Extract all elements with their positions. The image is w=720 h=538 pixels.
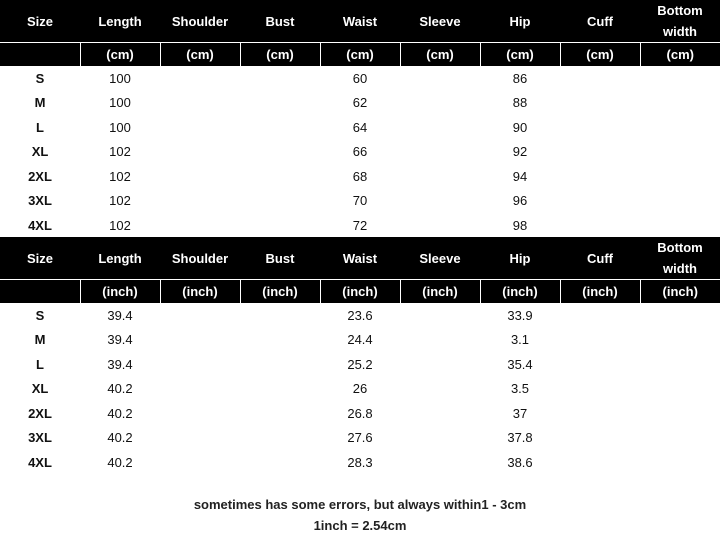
- measurement-cell: [640, 328, 720, 353]
- measurement-cell: 100: [109, 119, 131, 135]
- measurement-cell: 62: [352, 95, 368, 111]
- measurement-cell: 90: [512, 119, 528, 135]
- measurement-cell: 35.4: [507, 356, 533, 372]
- unit-label: (inch): [160, 280, 240, 304]
- measurement-cell: [640, 66, 720, 91]
- measurement-cell: [160, 377, 240, 402]
- measurement-cell: [400, 140, 480, 165]
- measurement-cell: [560, 426, 640, 451]
- measurement-cell: 27.6: [347, 430, 373, 446]
- column-header: Size: [0, 0, 80, 43]
- column-header: Hip: [480, 237, 560, 280]
- unit-label: (cm): [160, 43, 240, 67]
- size-label: 2XL: [28, 168, 52, 184]
- measurement-cell: [640, 303, 720, 328]
- column-header: Bottom width: [640, 237, 720, 280]
- measurement-cell: [400, 450, 480, 475]
- measurement-cell: [560, 401, 640, 426]
- measurement-cell: [400, 401, 480, 426]
- measurement-cell: 72: [352, 217, 368, 233]
- unit-label: (inch): [80, 280, 160, 304]
- size-table-cm: [0, 0, 720, 238]
- measurement-cell: [400, 66, 480, 91]
- table-row: [0, 164, 720, 189]
- measurement-cell: 39.4: [107, 307, 133, 323]
- size-table-inch-body: [0, 237, 720, 475]
- table-row: [0, 140, 720, 165]
- size-label: M: [34, 95, 46, 111]
- measurement-cell: [160, 164, 240, 189]
- unit-label: (cm): [400, 43, 480, 67]
- column-header: Bust: [240, 237, 320, 280]
- measurement-cell: 26.8: [347, 405, 373, 421]
- measurement-cell: 3.5: [510, 381, 530, 397]
- table-row: [0, 328, 720, 353]
- size-label: S: [35, 307, 45, 323]
- measurement-cell: [240, 115, 320, 140]
- table-row: [0, 213, 720, 238]
- measurement-cell: [640, 91, 720, 116]
- measurement-cell: [240, 303, 320, 328]
- table-row: [0, 450, 720, 475]
- size-label: 3XL: [28, 430, 52, 446]
- measurement-cell: [400, 328, 480, 353]
- unit-label: (cm): [320, 43, 400, 67]
- measurement-cell: 40.2: [107, 381, 133, 397]
- column-header: Shoulder: [160, 237, 240, 280]
- measurement-cell: [560, 328, 640, 353]
- measurement-cell: [640, 401, 720, 426]
- unit-label: (cm): [560, 43, 640, 67]
- measurement-cell: [400, 115, 480, 140]
- measurement-cell: [240, 91, 320, 116]
- column-header: Sleeve: [400, 0, 480, 43]
- size-label: M: [34, 332, 46, 348]
- column-header: Sleeve: [400, 237, 480, 280]
- measurement-cell: [640, 140, 720, 165]
- measurement-cell: [560, 66, 640, 91]
- measurement-cell: [240, 189, 320, 214]
- measurement-cell: [240, 328, 320, 353]
- column-header: Cuff: [560, 237, 640, 280]
- column-header: Length: [80, 237, 160, 280]
- measurement-cell: [560, 164, 640, 189]
- measurement-cell: 86: [512, 70, 528, 86]
- column-header: Size: [0, 237, 80, 280]
- measurement-cell: [240, 140, 320, 165]
- measurement-cell: [560, 213, 640, 238]
- measurement-cell: [640, 189, 720, 214]
- measurement-cell: 37: [512, 405, 528, 421]
- measurement-cell: [640, 213, 720, 238]
- unit-row: [0, 43, 720, 67]
- size-label: 4XL: [28, 217, 52, 233]
- measurement-cell: [400, 426, 480, 451]
- measurement-cell: 96: [512, 193, 528, 209]
- measurement-cell: [560, 115, 640, 140]
- column-header: Cuff: [560, 0, 640, 43]
- size-label: 3XL: [28, 193, 52, 209]
- measurement-cell: [400, 164, 480, 189]
- measurement-cell: 100: [109, 95, 131, 111]
- unit-label: (inch): [240, 280, 320, 304]
- measurement-cell: [560, 377, 640, 402]
- table-row: [0, 91, 720, 116]
- measurement-cell: 33.9: [507, 307, 533, 323]
- measurement-cell: [640, 164, 720, 189]
- size-label: S: [35, 70, 45, 86]
- measurement-cell: [400, 91, 480, 116]
- size-label: 2XL: [28, 405, 52, 421]
- measurement-cell: 40.2: [107, 454, 133, 470]
- measurement-cell: 102: [109, 193, 131, 209]
- unit-label: [0, 280, 80, 304]
- measurement-cell: [640, 115, 720, 140]
- size-label: L: [36, 119, 44, 135]
- measurement-cell: [160, 426, 240, 451]
- measurement-cell: 25.2: [347, 356, 373, 372]
- measurement-cell: [560, 140, 640, 165]
- measurement-cell: 23.6: [347, 307, 373, 323]
- measurement-cell: 37.8: [507, 430, 533, 446]
- measurement-cell: 66: [352, 144, 368, 160]
- unit-label: (cm): [240, 43, 320, 67]
- measurement-cell: [640, 426, 720, 451]
- measurement-cell: 102: [109, 168, 131, 184]
- unit-label: (cm): [480, 43, 560, 67]
- measurement-cell: 98: [512, 217, 528, 233]
- unit-label: (inch): [480, 280, 560, 304]
- measurement-cell: [240, 377, 320, 402]
- column-header: Shoulder: [160, 0, 240, 43]
- measurement-cell: 40.2: [107, 430, 133, 446]
- size-table-cm-body: [0, 0, 720, 238]
- measurement-cell: [240, 401, 320, 426]
- column-header: Waist: [320, 237, 400, 280]
- table-row: [0, 303, 720, 328]
- measurement-cell: [560, 91, 640, 116]
- column-header: Hip: [480, 0, 560, 43]
- column-header: Waist: [320, 0, 400, 43]
- measurement-cell: [160, 303, 240, 328]
- measurement-cell: [240, 164, 320, 189]
- size-label: L: [36, 356, 44, 372]
- table-row: [0, 352, 720, 377]
- size-label: XL: [31, 381, 49, 397]
- measurement-cell: [560, 450, 640, 475]
- unit-label: (inch): [320, 280, 400, 304]
- measurement-cell: [240, 450, 320, 475]
- measurement-cell: 64: [352, 119, 368, 135]
- measurement-cell: [160, 328, 240, 353]
- measurement-cell: [400, 213, 480, 238]
- size-label: XL: [31, 144, 49, 160]
- measurement-cell: 68: [352, 168, 368, 184]
- measurement-cell: 3.1: [510, 332, 530, 348]
- measurement-cell: 38.6: [507, 454, 533, 470]
- measurement-cell: [160, 450, 240, 475]
- unit-label: (inch): [640, 280, 720, 304]
- unit-label: (inch): [560, 280, 640, 304]
- measurement-cell: [400, 303, 480, 328]
- measurement-cell: [560, 352, 640, 377]
- measurement-cell: 60: [352, 70, 368, 86]
- measurement-cell: [560, 189, 640, 214]
- measurement-cell: [560, 303, 640, 328]
- table-row: [0, 189, 720, 214]
- measurement-cell: 28.3: [347, 454, 373, 470]
- measurement-cell: 92: [512, 144, 528, 160]
- tolerance-note: sometimes has some errors, but always within1 - 3cm: [193, 497, 527, 512]
- measurement-cell: 102: [109, 217, 131, 233]
- measurement-cell: [160, 91, 240, 116]
- measurement-cell: [640, 377, 720, 402]
- measurement-cell: [240, 213, 320, 238]
- measurement-cell: 26: [352, 381, 368, 397]
- measurement-cell: [400, 377, 480, 402]
- table-row: [0, 115, 720, 140]
- column-header: Bust: [240, 0, 320, 43]
- measurement-cell: 88: [512, 95, 528, 111]
- measurement-cell: [160, 115, 240, 140]
- unit-label: (cm): [80, 43, 160, 67]
- measurement-cell: 39.4: [107, 332, 133, 348]
- unit-row: [0, 280, 720, 304]
- measurement-cell: [160, 189, 240, 214]
- measurement-cell: [160, 352, 240, 377]
- measurement-cell: [160, 140, 240, 165]
- measurement-cell: [640, 450, 720, 475]
- table-row: [0, 66, 720, 91]
- measurement-cell: 40.2: [107, 405, 133, 421]
- measurement-cell: 100: [109, 70, 131, 86]
- measurement-cell: [240, 352, 320, 377]
- measurement-cell: [640, 352, 720, 377]
- measurement-cell: [160, 66, 240, 91]
- measurement-cell: [160, 401, 240, 426]
- unit-label: (cm): [640, 43, 720, 67]
- measurement-cell: [240, 66, 320, 91]
- measurement-cell: [400, 189, 480, 214]
- table-row: [0, 401, 720, 426]
- header-row: [0, 0, 720, 43]
- table-row: [0, 377, 720, 402]
- size-table-inch: [0, 237, 720, 475]
- table-row: [0, 426, 720, 451]
- column-header: Bottom width: [640, 0, 720, 43]
- measurement-cell: [240, 426, 320, 451]
- measurement-cell: 94: [512, 168, 528, 184]
- unit-label: (inch): [400, 280, 480, 304]
- measurement-cell: 39.4: [107, 356, 133, 372]
- measurement-cell: 102: [109, 144, 131, 160]
- measurement-cell: [160, 213, 240, 238]
- measurement-cell: [400, 352, 480, 377]
- unit-label: [0, 43, 80, 67]
- conversion-note: 1inch = 2.54cm: [313, 518, 407, 533]
- measurement-cell: 70: [352, 193, 368, 209]
- measurement-cell: 24.4: [347, 332, 373, 348]
- size-label: 4XL: [28, 454, 52, 470]
- column-header: Length: [80, 0, 160, 43]
- header-row: [0, 237, 720, 280]
